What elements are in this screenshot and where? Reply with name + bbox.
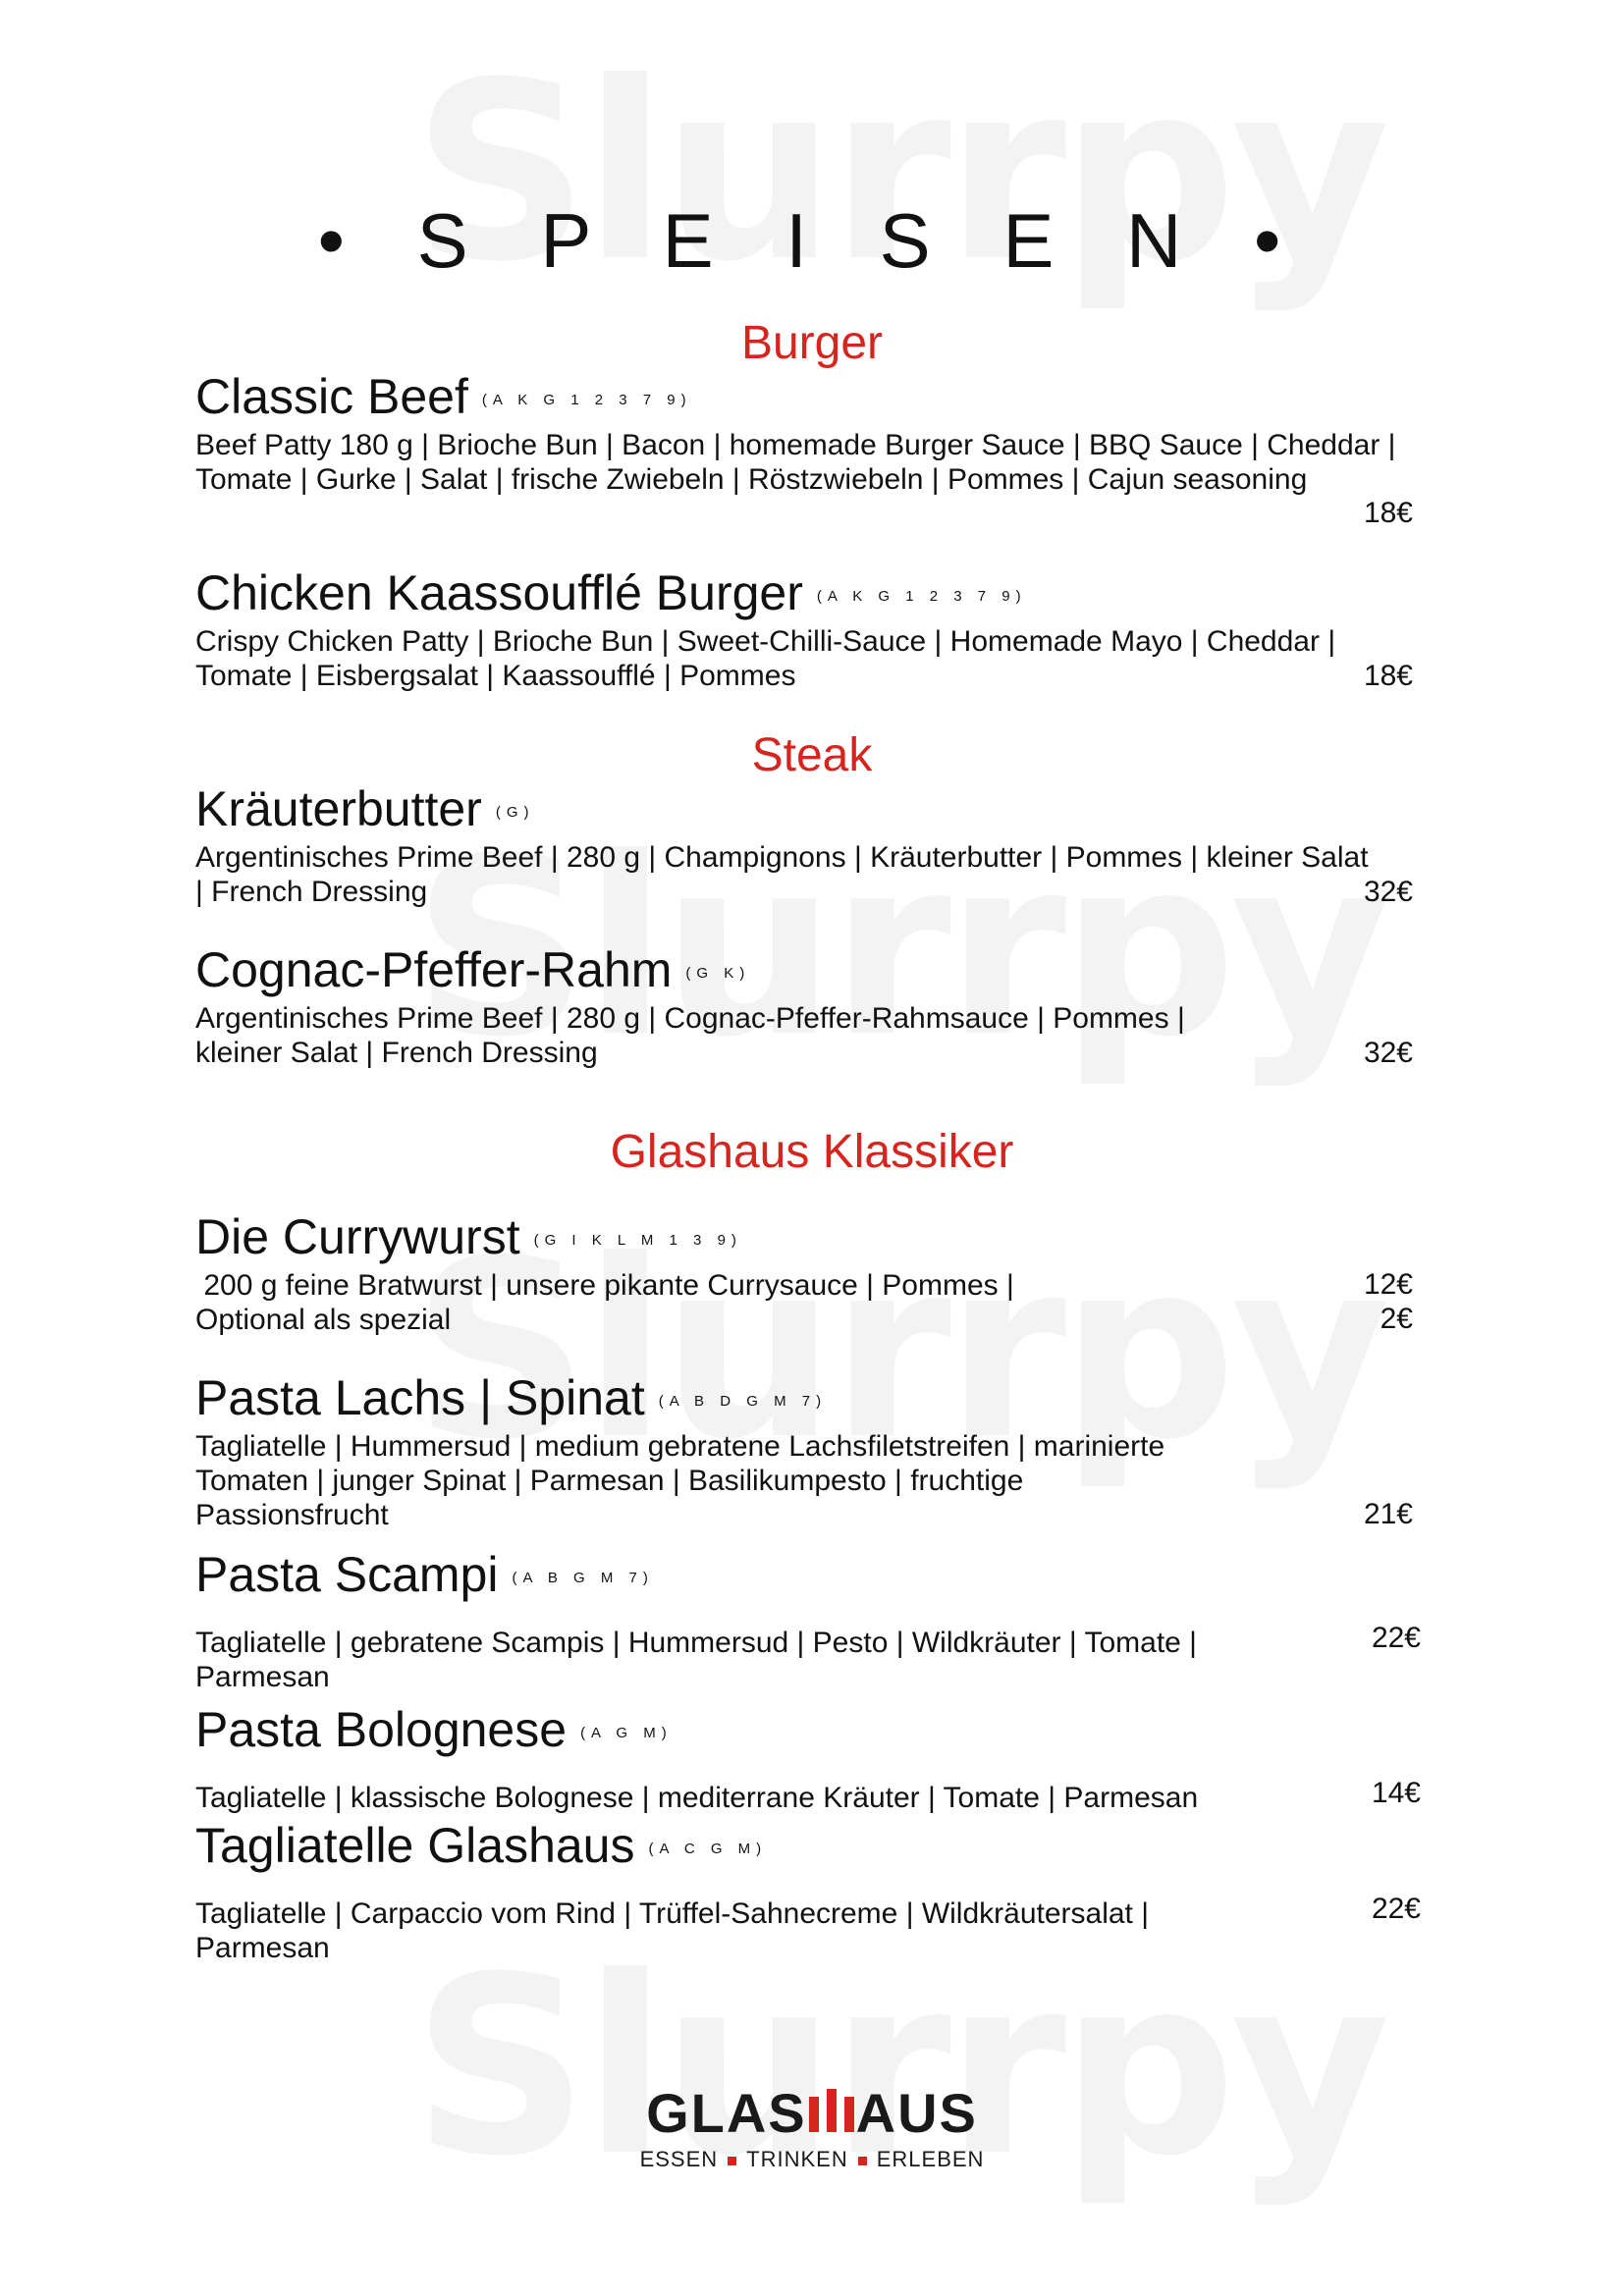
item-name: Pasta Scampi (A B G M 7) — [195, 1547, 654, 1602]
item-description: | French Dressing — [195, 875, 428, 908]
item-name: Die Currywurst (G I K L M 1 3 9) — [195, 1209, 742, 1264]
item-description: Tagliatelle | Carpaccio vom Rind | Trüffel-Sahnecreme | Wildkräutersalat | — [195, 1896, 1150, 1930]
item-description: 200 g feine Bratwurst | unsere pikante Currysauce | Pommes | — [195, 1268, 1014, 1302]
item-price: 18€ — [1363, 660, 1413, 692]
item-name: Tagliatelle Glashaus (A C G M) — [195, 1818, 768, 1873]
logo-tagline: ESSEN TRINKEN ERLEBEN — [639, 2147, 985, 2171]
menu-item-pasta-lachs — [195, 1370, 1413, 1532]
item-description: Parmesan — [195, 1660, 330, 1693]
allergen-codes: (A G M) — [580, 1724, 673, 1741]
page-title: • S P E I S E N • — [317, 197, 1307, 284]
menu-item-tagliatelle-glashaus — [195, 1818, 1421, 1965]
item-description: Parmesan — [195, 1931, 330, 1964]
item-description: Tagliatelle | Hummersud | medium gebratene Lachsfiletstreifen | marinierte — [195, 1429, 1165, 1463]
item-description: Crispy Chicken Patty | Brioche Bun | Sweet-Chilli-Sauce | Homemade Mayo | Cheddar | — [195, 624, 1336, 658]
allergen-codes: (G) — [495, 803, 535, 821]
allergen-codes: (A K G 1 2 3 7 9) — [816, 587, 1027, 605]
menu-item-chicken-burger — [195, 565, 1413, 693]
item-description: Tagliatelle | klassische Bolognese | mediterrane Kräuter | Tomate | Parmesan — [195, 1781, 1199, 1814]
item-name: Pasta Bolognese (A G M) — [195, 1702, 673, 1757]
item-price: 18€ — [1363, 497, 1413, 529]
item-name: Classic Beef (A K G 1 2 3 7 9) — [195, 369, 692, 424]
allergen-codes: (A K G 1 2 3 7 9) — [481, 391, 692, 408]
item-description: kleiner Salat | French Dressing — [195, 1036, 598, 1069]
item-price: 32€ — [1363, 1037, 1413, 1069]
item-name: Chicken Kaassoufflé Burger (A K G 1 2 3 7 9) — [195, 565, 1027, 620]
allergen-codes: (A B D G M 7) — [658, 1392, 828, 1410]
square-icon — [728, 2157, 736, 2165]
item-price: 32€ — [1363, 876, 1413, 908]
item-description: Tomate | Gurke | Salat | frische Zwiebeln | Röstzwiebeln | Pommes | Cajun seasoning — [195, 462, 1308, 496]
section-heading-klassiker: Glashaus Klassiker — [610, 1126, 1014, 1178]
item-description: Passionsfrucht — [195, 1498, 389, 1531]
menu-item-pasta-scampi — [195, 1547, 1421, 1694]
menu-item-pasta-bolognese — [195, 1702, 1421, 1815]
glashaus-logo — [0, 2081, 1624, 2172]
allergen-codes: (A C G M) — [648, 1840, 768, 1857]
castle-icon — [809, 2089, 854, 2132]
menu-item-cognac-pfeffer-rahm — [195, 942, 1413, 1070]
allergen-codes: (G K) — [685, 964, 751, 982]
menu-item-kraeuterbutter — [195, 781, 1413, 909]
item-price: 22€ — [1371, 1622, 1421, 1654]
item-description: Tagliatelle | gebratene Scampis | Hummersud | Pesto | Wildkräuter | Tomate | — [195, 1626, 1197, 1659]
item-price: 14€ — [1371, 1777, 1421, 1809]
item-name: Cognac-Pfeffer-Rahm (G K) — [195, 942, 751, 997]
menu-item-currywurst — [195, 1209, 1413, 1337]
item-name: Kräuterbutter (G) — [195, 781, 535, 836]
item-description: Argentinisches Prime Beef | 280 g | Champignons | Kräuterbutter | Pommes | kleiner Salat — [195, 840, 1369, 874]
item-description: Beef Patty 180 g | Brioche Bun | Bacon | homemade Burger Sauce | BBQ Sauce | Cheddar | — [195, 428, 1396, 461]
allergen-codes: (A B G M 7) — [512, 1569, 654, 1586]
section-heading-steak: Steak — [751, 729, 873, 781]
item-description: Tomaten | junger Spinat | Parmesan | Basilikumpesto | fruchtige — [195, 1464, 1024, 1497]
item-price: 21€ — [1363, 1498, 1413, 1530]
allergen-codes: (G I K L M 1 3 9) — [533, 1231, 742, 1249]
item-price: 22€ — [1371, 1893, 1421, 1925]
square-icon — [858, 2157, 867, 2165]
item-description: Tomate | Eisbergsalat | Kaassoufflé | Pommes — [195, 659, 796, 692]
item-name: Pasta Lachs | Spinat (A B D G M 7) — [195, 1370, 828, 1425]
menu-item-classic-beef — [195, 369, 1413, 529]
item-price-extra: 2€ — [1380, 1303, 1413, 1335]
logo-wordmark: GLAS AUS — [646, 2082, 978, 2144]
item-description: Argentinisches Prime Beef | 280 g | Cognac-Pfeffer-Rahmsauce | Pommes | — [195, 1001, 1185, 1035]
item-price: 12€ — [1363, 1268, 1413, 1301]
item-description: Optional als spezial — [195, 1303, 452, 1336]
section-heading-burger: Burger — [740, 317, 884, 369]
